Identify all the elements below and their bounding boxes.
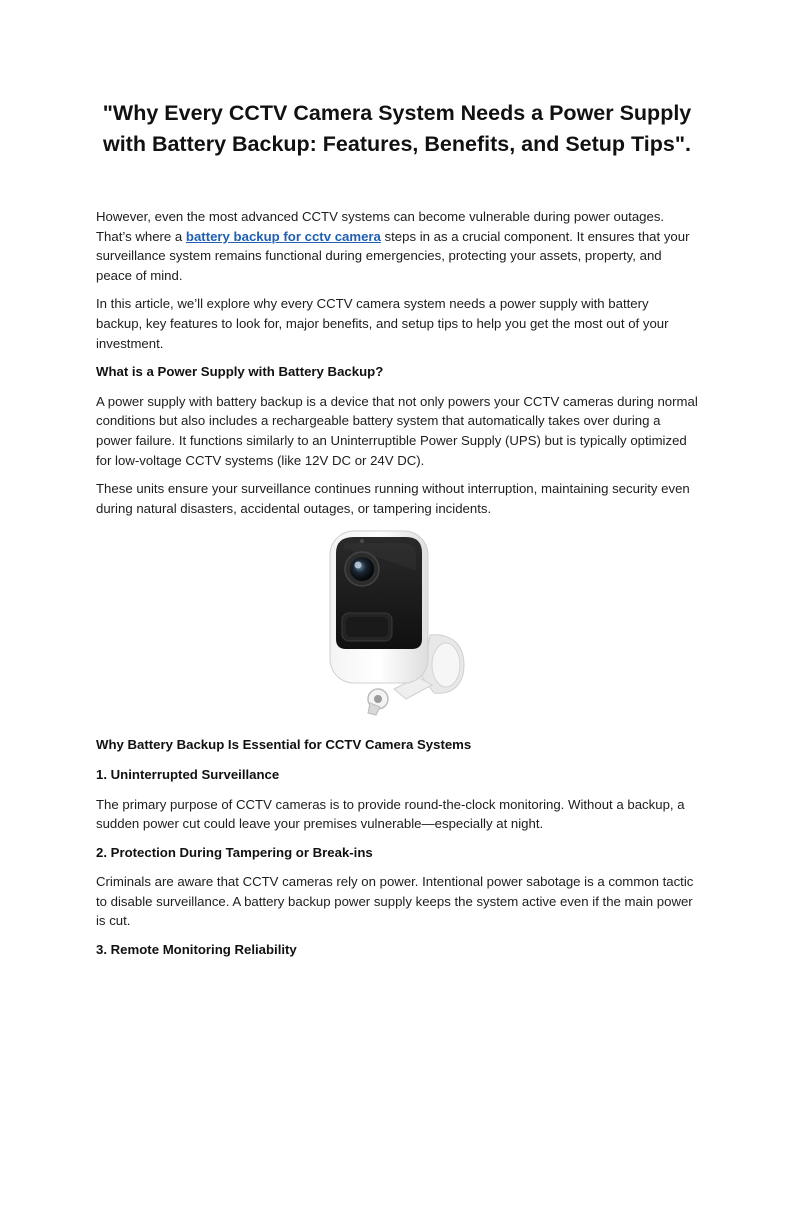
- article-title: "Why Every CCTV Camera System Needs a Power Supply with Battery Backup: Features, Benefits, and Setup Tips".: [102, 101, 692, 156]
- benefit-1-heading: 1. Uninterrupted Surveillance: [96, 766, 280, 782]
- camera-body: [330, 531, 428, 683]
- benefit-2-text: Criminals are aware that CCTV cameras rely on power. Intentional power sabotage is a common tactic to disable surveillance. A battery backup power supply keeps the system active even if the main power is cut.: [96, 874, 694, 929]
- what-is-paragraph-2: These units ensure your surveillance continues running without interruption, maintaining security even during natural disasters, accidental outages, or tampering incidents.: [96, 481, 690, 516]
- what-is-paragraph-1: A power supply with battery backup is a device that not only powers your CCTV cameras during normal conditions but also includes a rechargeable battery system that automatically takes over during a power failure. It functions similarly to an Uninterruptible Power Supply (UPS) but is typically optimized for low-voltage CCTV systems (like 12V DC or 24V DC).: [96, 393, 698, 468]
- document-page: [0, 98, 794, 1221]
- pir-sensor: [342, 613, 392, 641]
- intro-text-after-link: steps in as a crucial component. It ensures that your surveillance system remains functional during emergencies, protecting your assets, property, and peace of mind.: [96, 228, 690, 283]
- cctv-camera-image: [322, 527, 472, 721]
- what-is-heading: What is a Power Supply with Battery Backup?: [96, 364, 384, 380]
- spacer: [96, 160, 698, 207]
- benefit-2-heading: 2. Protection During Tampering or Break-ins: [96, 844, 373, 860]
- why-essential-heading: Why Battery Backup Is Essential for CCTV Camera Systems: [96, 737, 472, 753]
- intro-paragraph: [96, 207, 698, 285]
- battery-backup-link[interactable]: battery backup for cctv camera: [185, 228, 381, 244]
- benefit-1-text: The primary purpose of CCTV cameras is to provide round-the-clock monitoring. Without a backup, a sudden power cut could leave your premises vulnerable—especially at night.: [96, 796, 685, 832]
- overview-paragraph: In this article, we’ll explore why every CCTV camera system needs a power supply with battery backup, key features to look for, major benefits, and setup tips to help you get the most out of your investment.: [96, 296, 669, 351]
- camera-figure: [96, 527, 698, 721]
- benefit-3-heading: 3. Remote Monitoring Reliability: [96, 942, 297, 958]
- intro-text-before-link: However, even the most advanced CCTV systems can become vulnerable during power outages. That’s where a: [96, 209, 665, 244]
